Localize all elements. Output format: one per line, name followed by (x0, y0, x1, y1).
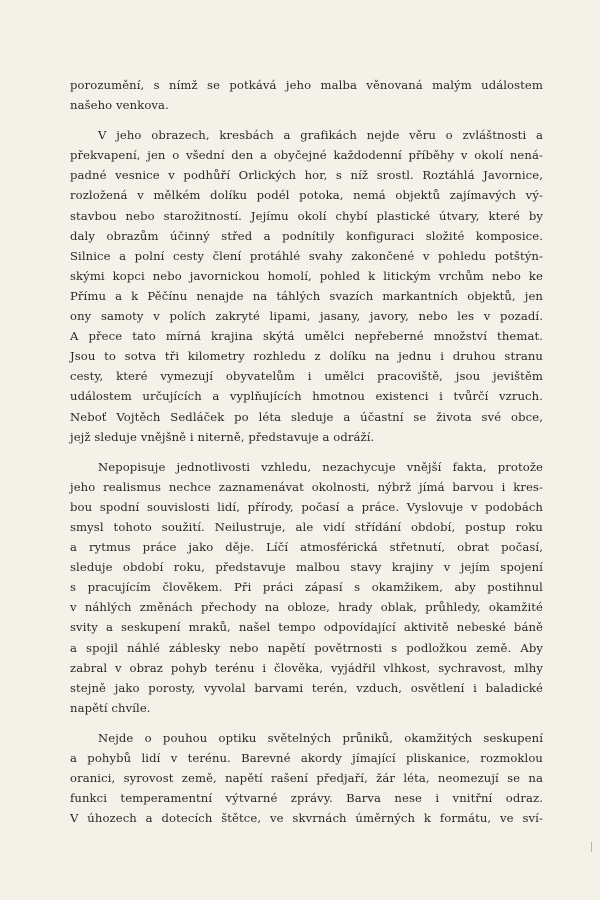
text-line: překvapení, jen o všední den a obyčejné každodenní příběhy v okolí nená- (70, 148, 543, 163)
text-line: funkci temperamentní výtvarné zprávy. Barva nese i vnitřní odraz. (70, 791, 543, 806)
text-line: oranici, syrovost země, napětí rašení předjaří, žár léta, neomezují se na (70, 771, 543, 786)
text-line: a rytmus práce jako děje. Líčí atmosférická střetnutí, obrat počasí, (70, 540, 543, 555)
text-line: A přece tato mírná krajina skýtá umělci nepřeberné množství themat. (70, 329, 543, 344)
text-line: cesty, které vymezují obyvatelům i umělci pracoviště, jsou jevištěm (70, 369, 543, 384)
paragraph (70, 75, 543, 115)
text-line: Neboť Vojtěch Sedláček po léta sleduje a účastní se života své obce, (70, 409, 543, 424)
text-line: sleduje období roku, představuje malbou stavy krajiny v jejím spojení (70, 560, 543, 575)
paragraph (70, 728, 543, 828)
text-line: Jsou to sotva tři kilometry rozhledu z dolíku na jednu i druhou stranu (70, 349, 543, 364)
text-line: a pohybů lidí v terénu. Barevné akordy jímající pliskanice, rozmoklou (70, 751, 543, 765)
page-edge-mark (591, 842, 592, 852)
text-line: našeho venkova. (70, 98, 169, 113)
text-line: událostem určujících a vyplňujících hmotnou existenci i tvůrčí vzruch. (70, 389, 543, 404)
text-line: jejž sleduje vnějšně i niterně, představuje a odráží. (70, 429, 375, 444)
text-line: jeho realismus nechce zaznamenávat okolnosti, nýbrž jímá barvou i kres- (70, 479, 543, 494)
text-line: daly obrazům účinný střed a podnítily konfiguraci složité komposice. (70, 228, 543, 243)
text-line: svity a seskupení mraků, našel tempo odpovídající aktivitě nebeské báně (70, 620, 543, 635)
text-line: stejně jako porosty, vyvolal barvami terén, vzduch, osvětlení i baladické (70, 680, 543, 695)
text-line: padné vesnice v podhůří Orlických hor, s níž srostl. Roztáhlá Javornice, (70, 168, 543, 183)
text-line: porozumění, s nímž se potkává jeho malba věnovaná malým událostem (70, 78, 543, 92)
text-line: Nepopisuje jednotlivosti vzhledu, nezachycuje vnější fakta, protože (98, 459, 543, 474)
text-line: a spojil náhlé záblesky nebo napětí povětrnosti s podložkou země. Aby (70, 640, 543, 655)
text-line: V úhozech a dotecích štětce, ve skvrnách úměrných k formátu, ve sví- (70, 811, 543, 826)
paragraph (70, 457, 543, 718)
paragraph (70, 125, 543, 447)
text-line: ony samoty v polích zakryté lipami, jasany, javory, nebo les v pozadí. (70, 309, 543, 324)
text-line: smysl tohoto soužití. Neilustruje, ale vidí střídání období, postup roku (70, 519, 543, 534)
text-line: Nejde o pouhou optiku světelných průniků, okamžitých seskupení (98, 730, 543, 745)
body-text (70, 75, 543, 828)
text-line: skými kopci nebo javornickou homolí, pohled k litickým vrchům nebo ke (70, 268, 543, 283)
text-line: s pracujícím člověkem. Při práci zápasí s okamžikem, aby postihnul (70, 580, 543, 595)
text-line: stavbou nebo starožitností. Jejímu okolí chybí plastické útvary, které by (70, 208, 543, 223)
text-line: bou spodní souvislosti lidí, přírody, počasí a práce. Vyslovuje v podobách (70, 499, 543, 514)
text-line: V jeho obrazech, kresbách a grafikách nejde věru o zvláštnosti a (98, 128, 543, 143)
text-line: zabral v obraz pohyb terénu i člověka, vyjádřil vlhkost, sychravost, mlhy (70, 660, 543, 675)
text-line: rozložená v mělkém dolíku podél potoka, nemá objektů zajímavých vý- (70, 188, 543, 203)
text-line: v náhlých změnách přechody na obloze, hrady oblak, průhledy, okamžité (70, 600, 543, 615)
text-line: Silnice a polní cesty člení protáhlé svahy zakončené v pohledu potštýn- (70, 248, 543, 263)
text-line: Přímu a k Pěčínu nenajde na táhlých svazích markantních objektů, jen (70, 288, 543, 303)
text-line: napětí chvíle. (70, 700, 151, 715)
